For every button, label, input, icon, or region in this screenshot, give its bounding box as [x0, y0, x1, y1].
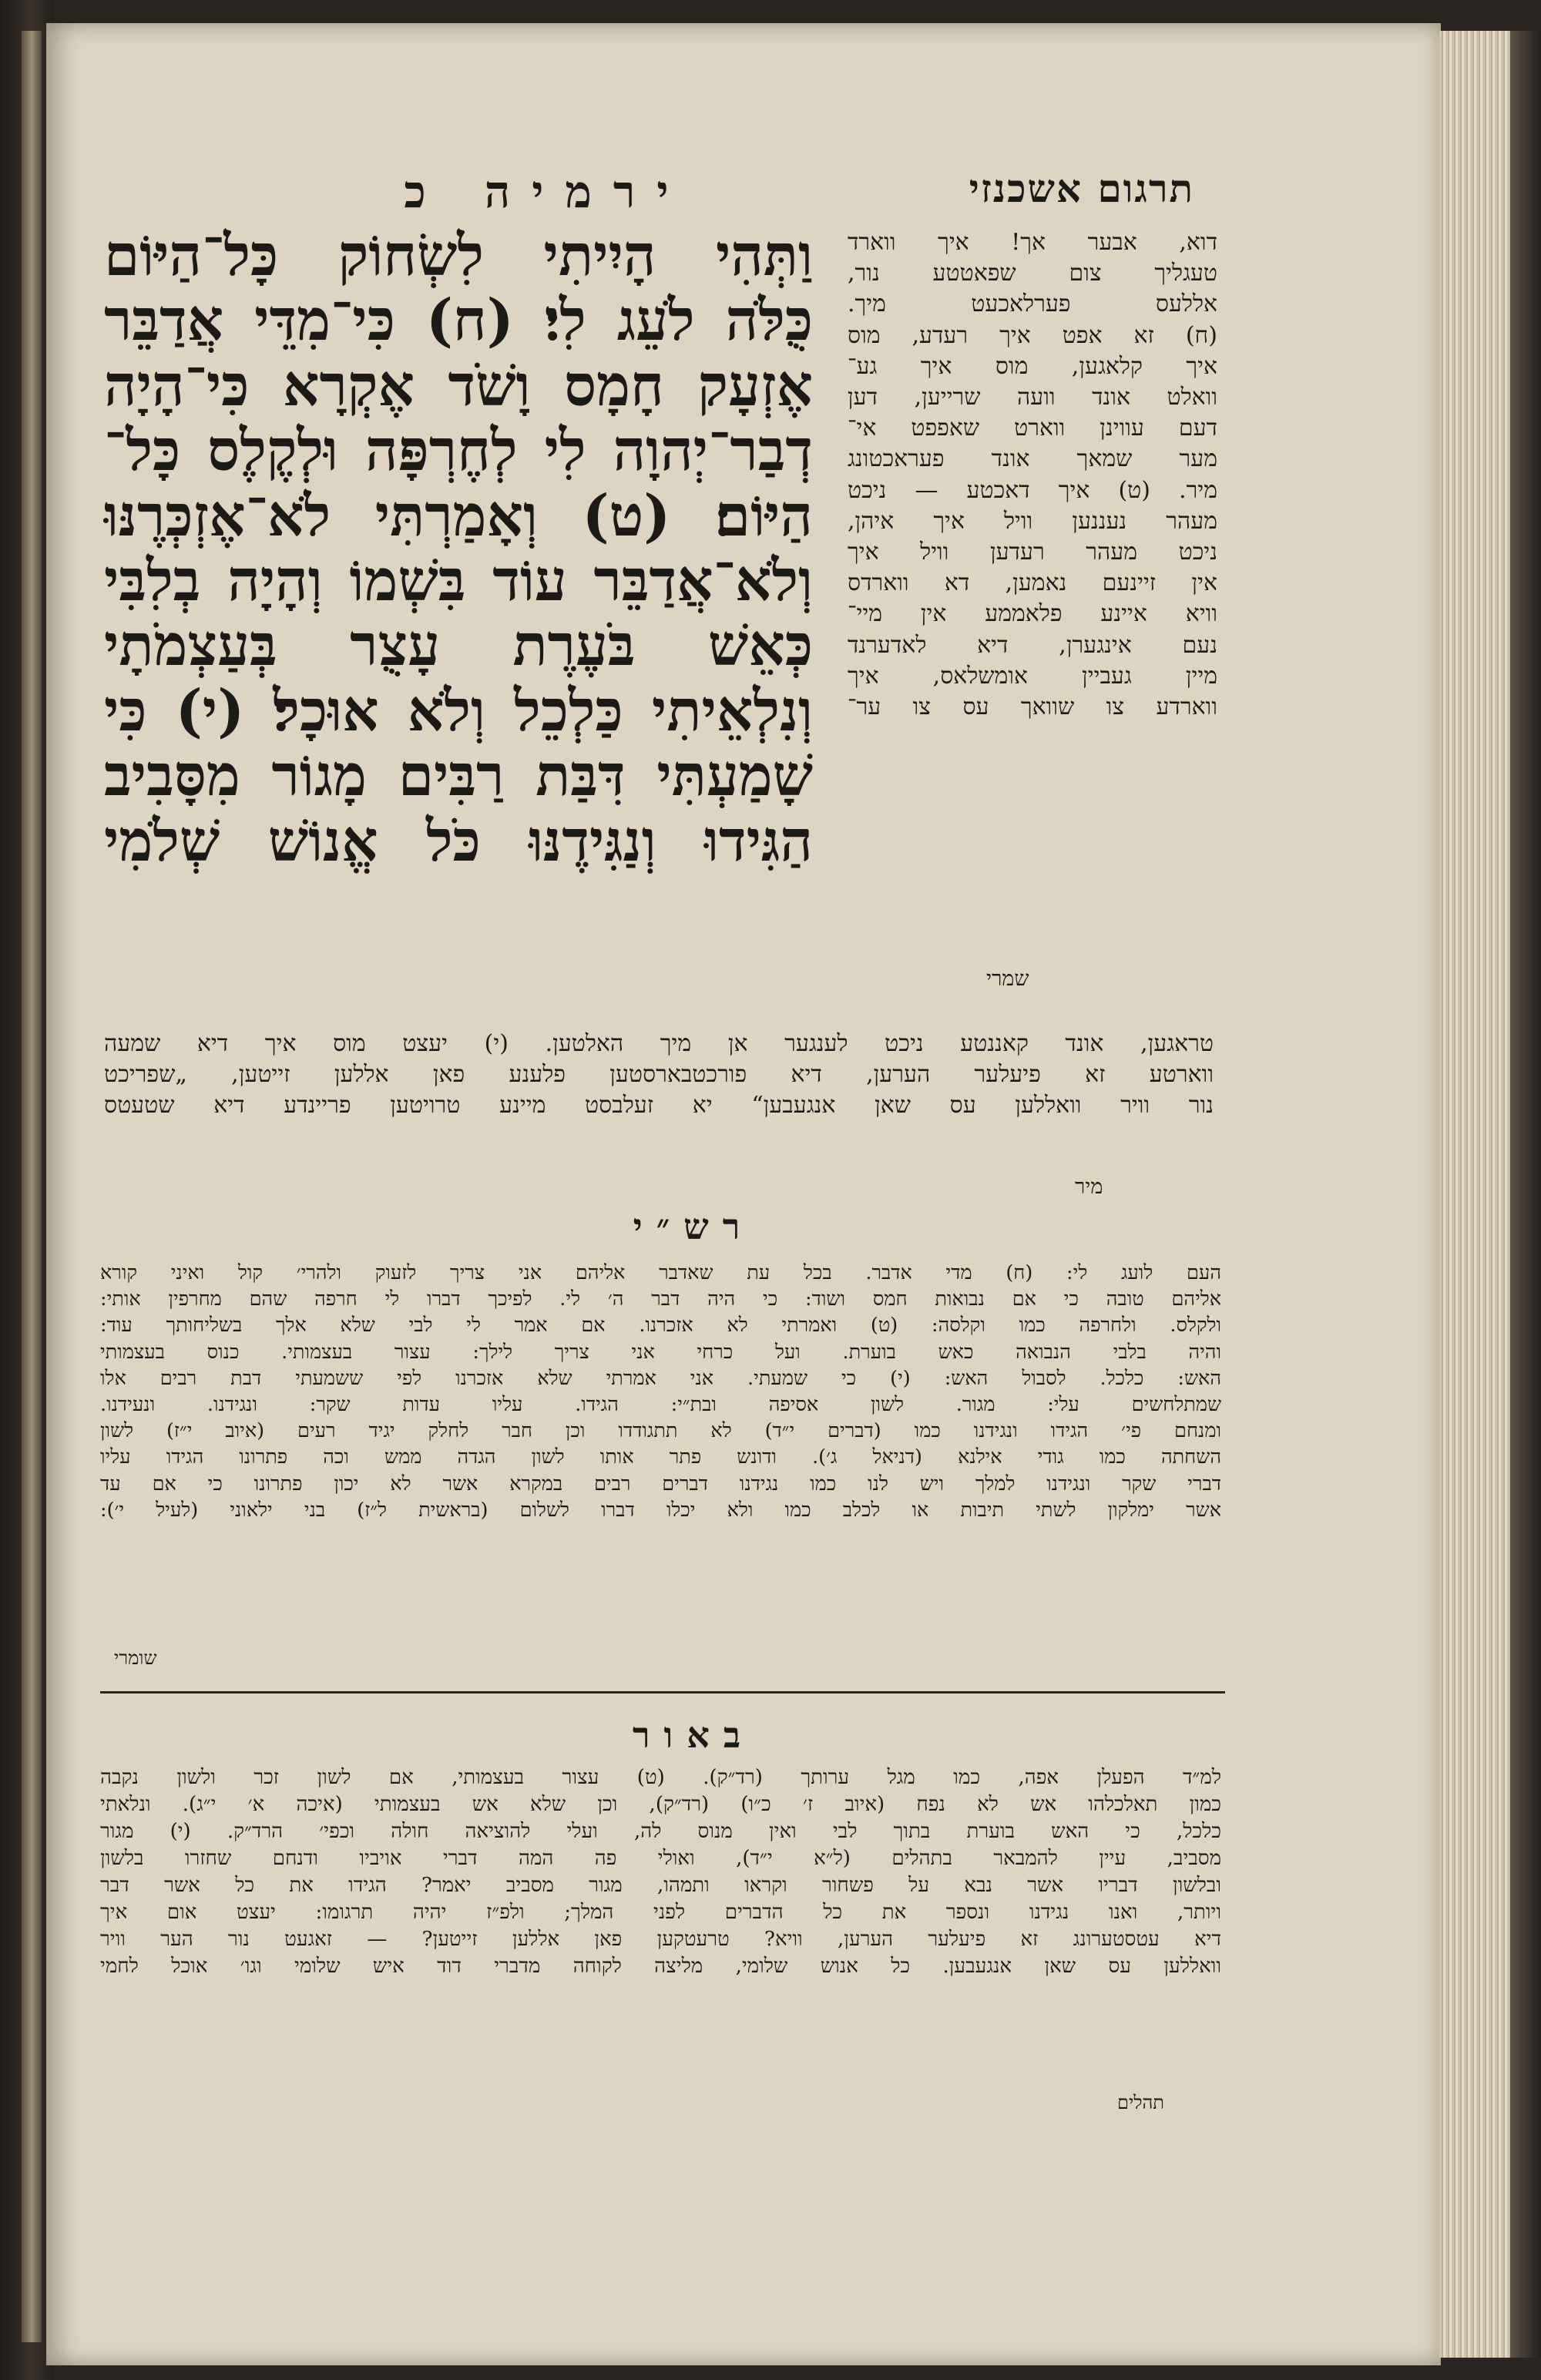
beur-line: כלכל, כי האש בוערת בתוך לבי ואין מנוס לה, ועלי להוציאה חולה וכפי׳ הרד״ק. (י) מגור [100, 1820, 1221, 1843]
verse-line: דְבַר־יְהוָה לִי לְחֶרְפָּה וּלְקֶלֶס כָּל־ [104, 418, 813, 485]
targum-line: וואלט אונד וועה שרייען, דען [848, 384, 1217, 411]
section-divider [100, 1691, 1225, 1694]
rashi-commentary [100, 1260, 1221, 1523]
catchword: שמרי [986, 967, 1029, 991]
rashi-line: דברי שקר ונגידנו למלך ויש לנו כמו נגידנו דברים רבים במקרא אשר לא יכון פתרונו כי אם עד [100, 1472, 1221, 1495]
rashi-line: אליהם טובה כי אם נבואות חמס ושוד: כי היה דבר ה׳ לי. לפיכך דברו לי חרפה שהם מחרפין אותי: [100, 1287, 1221, 1311]
verse-line: הַגִּידוּ וְנַגִּידֶנּוּ כֹּל אֱנוֹשׁ שְׁלֹמִי [104, 807, 813, 874]
rashi-line: והיה בלבי הנבואה כאש בוערת. ועל כרחי אני צריך לילך: עצור בעצמותי. כנוס בעצמותי [100, 1340, 1221, 1364]
targum-line: נעם אינגערן, דיא לאדערנד [848, 631, 1217, 659]
beur-commentary [100, 1764, 1221, 1980]
verse-line: וְנִלְאֵיתִי כַּלְכֵל וְלֹא אוּכָל׃ (י) כִּי [104, 677, 813, 744]
targum-line: טראגען, אונד קאננטע ניכט לענגער אן מיך האלטען. (י) יעצט מוס איך דיא שמעה [104, 1030, 1214, 1057]
rashi-line: האש: כלכל. לסבול האש: (י) כי שמעתי. אני אמרתי שלא אזכרנו לפי ששמעתי דבת רבים אלו [100, 1366, 1221, 1390]
beur-line: דיא עטסטערונג זא פיעלער הערען, וויא? טרעטקען פאן אללען זייטען? — זאגעט נור הער וויר [100, 1928, 1221, 1951]
verse-line: וַתְּהִי הָיִיתִי לִשְׂחוֹק כָּל־הַיּוֹם [104, 223, 813, 289]
page-edges [1439, 31, 1516, 2358]
beur-line: וואללען עס שאן אנגעבען. כל אנוש שלומי, מליצה לקוחה מדברי דוד איש שלומי וגו׳ אוכל לחמי [100, 1955, 1221, 1978]
catchword: מיר [1075, 1175, 1103, 1199]
targum-line: מעהר נעננען וויל איך איהן, [848, 507, 1217, 535]
targum-line: דוא, אבער אך! איך ווארד [848, 229, 1217, 256]
rashi-line: העם לועג לי: (ח) מדי אדבר. בכל עת שאדבר אליהם אני צריך לזעוק ולהרי׳ קול ואיני קורא [100, 1261, 1221, 1284]
targum-line: מער שמאך אונד פעראכטונג [848, 445, 1217, 473]
targum-column [848, 227, 1217, 723]
targum-line: וויא איינע פלאממע אין מיי־ [848, 600, 1217, 628]
beur-line: למ״ד הפעלן אפה, כמו מגל ערותך (רד״ק). (ט) עצור בעצמותי, אם לשון זכר ולשון נקבה [100, 1766, 1221, 1789]
running-head-book: ירמיה כ [404, 166, 690, 218]
verse-line: שָׁמַעְתִּי דִּבַּת רַבִּים מָגוֹר מִסָּבִיב [104, 743, 813, 810]
targum-line: נור וויר וואללען עס שאן אנגעבען“ יא זעלבסט מיינע טרויטען פריינדע דיא שטעטס [104, 1092, 1214, 1119]
beur-heading: באור [632, 1714, 755, 1756]
rashi-line: שמתלחשים עלי: מגור. לשון אסיפה ובת״י: הגידו. עליו עדות שקר: ונגידנו. ונעידנו. [100, 1393, 1221, 1417]
targum-line: מיין געביין אומשלאס, איך [848, 662, 1217, 690]
rashi-line: ולקלס. ולחרפה כמו וקלסה: (ט) ואמרתי לא אזכרנו. אם אמר לי לבי שלא אלך בשליחותך עוד: [100, 1314, 1221, 1338]
beur-line: ויותר, ואנו נגידנו ונספר את כל הדברים לפני המלך; ולפ״ז יהיה תרגומו: יעצט אום איך [100, 1901, 1221, 1924]
rashi-line: השחתה כמו גודי אילנא (דניאל ג׳). ודונש פתר אותו לשון הגדה ממש וכה פתרונו הגידו עליו [100, 1445, 1221, 1469]
targum-continuation [104, 1029, 1214, 1121]
targum-line: ניכט מעהר רעדען וויל איך [848, 539, 1217, 566]
beur-line: ובלשון דבריו אשר נבא על פשחור וקראו ותמהו, מגור מסביב יאמר? הגידו את כל אשר דבר [100, 1874, 1221, 1897]
verse-line: הַיּוֹם׃ (ט) וְאָמַרְתִּי לֹא־אֶזְכְּרֶנּוּ [104, 482, 813, 549]
rashi-line: ומנחם פי׳ הגידו ונגידנו כמו (דברים י״ד) לא תתגודדו וכן חבר לחלק יגיד רעים (איוב י״ז) לשון [100, 1419, 1221, 1443]
running-head-targum: תרגום אשכנזי [969, 166, 1194, 211]
verse-line: וְלֹא־אֲדַבֵּר עוֹד בִּשְׁמוֹ וְהָיָה בְלִבִּי [104, 548, 813, 615]
scan-background-right [1510, 31, 1541, 2358]
beur-line: מסביב, עיין להמבאר בתהלים (ל״א י״ד), ואולי פה המה דברי אויביו ודנחם שחזרו בלשון [100, 1847, 1221, 1870]
book-spine [22, 31, 42, 2342]
targum-line: (ח) זא אפט איך רעדע, מוס [848, 321, 1217, 349]
targum-line: טעגליך צום שפאטטע נור, [848, 260, 1217, 287]
catchword: תהלים [1117, 2092, 1164, 2113]
beur-line: כמון תאלכלהו אש לא נפח (איוב ז׳ כ״ו) (רד״ק), וכן שלא אש בעצמותי (איכה א׳ י״ג). ונלאתי [100, 1793, 1221, 1816]
targum-line: מיר. (ט) איך דאכטע — ניכט [848, 476, 1217, 504]
targum-line: ווארדע צו שוואך עס צו ער־ [848, 693, 1217, 721]
targum-line: ווארטע זא פיעלער הערען, דיא פורכטבארסטען פלענע פאן אללען זייטען, „שפריכט [104, 1061, 1214, 1088]
targum-line: אין זיינעם נאמען, דא ווארדס [848, 569, 1217, 597]
rashi-line: אשר ימלקון לשתי תיבות או לכלב כמו ולא יכלו דברו לשלום (בראשית ל״ז) בני ילאוני (לעיל י׳): [100, 1498, 1221, 1522]
targum-line: דעם עווינן ווארט שאפפט אי־ [848, 415, 1217, 442]
verse-line: כְּאֵשׁ בֹּעֶרֶת עָצֻר בְּעַצְמֹתָי [104, 613, 813, 680]
rashi-heading: רש״י [633, 1206, 754, 1247]
verse-line: כֻּלֹּה לֹעֵג לִי׃ (ח) כִּי־מִדֵּי אֲדַבֵּר [104, 287, 813, 354]
verse-line: אֶזְעָק חָמָס וָשֹׁד אֶקְרָא כִּי־הָיָה [104, 352, 813, 419]
targum-line: איך קלאגען, מוס איך גע־ [848, 352, 1217, 380]
catchword: שומרי [114, 1647, 157, 1669]
targum-line: אללעס פערלאכעט מיך. [848, 290, 1217, 318]
biblical-text [104, 223, 813, 874]
